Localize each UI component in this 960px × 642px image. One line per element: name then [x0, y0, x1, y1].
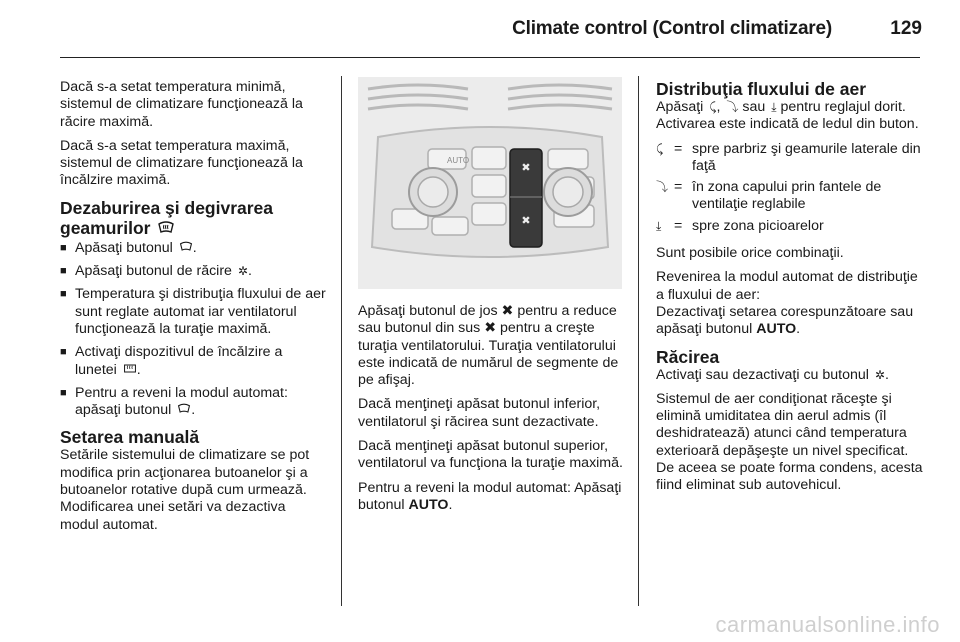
column-divider-right	[638, 76, 639, 606]
paragraph: Activaţi sau dezactivaţi cu butonul ✲.	[656, 366, 889, 383]
list-item: ■ Temperatura şi distribuţia fluxului de aer sunt reglate automat iar ventilatorul funcţionează la turaţie maximă.	[60, 286, 328, 338]
windscreen-defrost-icon	[177, 402, 191, 419]
list-item: ■ Apăsaţi butonul .	[60, 240, 328, 257]
page-header-title: Climate control (Control climatizare)	[512, 18, 832, 39]
paragraph: Sunt posibile orice combinaţii.	[656, 245, 844, 262]
auto-label: AUTO	[447, 156, 470, 165]
page-number: 129	[890, 18, 922, 39]
section-heading: Dezaburirea şi degivrarea geamurilor	[60, 197, 274, 238]
paragraph: Dacă menţineţi apăsat butonul superior, ventilatorul va funcţiona la turaţie maximă.	[358, 438, 623, 472]
list-item: ■ Pentru a reveni la modul automat: apăsaţi butonul .	[60, 385, 328, 420]
right-column	[656, 79, 924, 502]
snowflake-icon: ✲	[237, 264, 248, 279]
auto-keyword: AUTO	[756, 321, 797, 338]
paragraph: Apăsaţi ⤹, ⤵ sau ⤓ pentru reglajul dorit. Activarea este indicată de ledul din buton.	[656, 99, 919, 133]
list-item: ■ Activaţi dispozitivul de încălzire a lunetei .	[60, 344, 328, 379]
climate-control-panel-figure	[358, 77, 622, 289]
paragraph: Dacă s-a setat temperatura minimă, sistemul de climatizare funcţionează la răcire maximă.	[60, 79, 303, 130]
list-item: ⤵ = în zona capului prin fantele de ventilaţie reglabile	[656, 179, 882, 213]
section-heading: Răcirea	[656, 346, 720, 367]
airflow-windscreen-icon: ⤹	[709, 100, 717, 114]
rear-window-heater-icon	[123, 362, 137, 379]
svg-text:✖: ✖	[521, 214, 531, 227]
paragraph: Dacă menţineţi apăsat butonul inferior, ventilatorul şi răcirea sunt dezactivate.	[358, 396, 601, 430]
header-rule	[60, 57, 920, 58]
left-column	[60, 79, 328, 541]
paragraph: Apăsaţi butonul de jos ✖ pentru a reduce sau butonul din sus ✖ pentru a creşte turaţia ventilatorului. Turaţia ventilatorului este indicată de numărul de segmente de pe afişaj.	[358, 303, 619, 389]
airflow-head-icon: ⤵	[656, 180, 669, 195]
list-item: ■ Apăsaţi butonul de răcire ✲.	[60, 263, 328, 280]
snowflake-icon: ✲	[874, 367, 885, 382]
list-item: ⤓ = spre zona picioarelor	[656, 217, 824, 234]
paragraph: Dacă s-a setat temperatura maximă, sistemul de climatizare funcţionează la încălzire maximă.	[60, 137, 303, 189]
column-divider-left	[341, 76, 342, 606]
defrost-steps-list	[60, 240, 328, 420]
paragraph: Dezactivaţi setarea corespunzătoare sau apăsaţi butonul AUTO.	[656, 303, 914, 338]
section-heading: Setarea manuală	[60, 427, 200, 448]
svg-text:✖: ✖	[521, 161, 531, 174]
airflow-windscreen-icon: ⤹	[656, 141, 664, 156]
auto-keyword: AUTO	[408, 496, 449, 513]
airflow-options-list	[656, 141, 924, 235]
airflow-feet-icon: ⤓	[771, 100, 777, 114]
section-heading: Distribuţia fluxului de aer	[656, 79, 867, 99]
paragraph: Setările sistemului de climatizare se pot modifica prin acţionarea butoanelor şi a butoanelor rotative după cum urmează. Modificarea unei setări va dezactiva modul automat.	[60, 447, 310, 533]
paragraph: Sistemul de aer condiţionat răceşte şi elimină umiditatea din aerul admis (îl deshidratează) atunci când temperatura exterioară depăşeşte un nivel specificat. De aceea se poate forma condens, acesta fiind eliminat sub autovehicul.	[656, 390, 923, 494]
middle-column	[358, 303, 626, 521]
airflow-head-icon: ⤵	[726, 100, 739, 114]
watermark: carmanualsonline.info	[715, 612, 940, 637]
airflow-feet-icon: ⤓	[656, 218, 662, 233]
paragraph: Pentru a reveni la modul automat: Apăsaţi butonul AUTO.	[358, 479, 622, 513]
windscreen-defrost-icon	[157, 220, 175, 240]
paragraph: Revenirea la modul automat de distribuţie a fluxului de aer:	[656, 269, 918, 303]
list-item: ⤹ = spre parbriz şi geamurile laterale din faţă	[656, 140, 921, 174]
windscreen-defrost-icon	[179, 240, 193, 257]
